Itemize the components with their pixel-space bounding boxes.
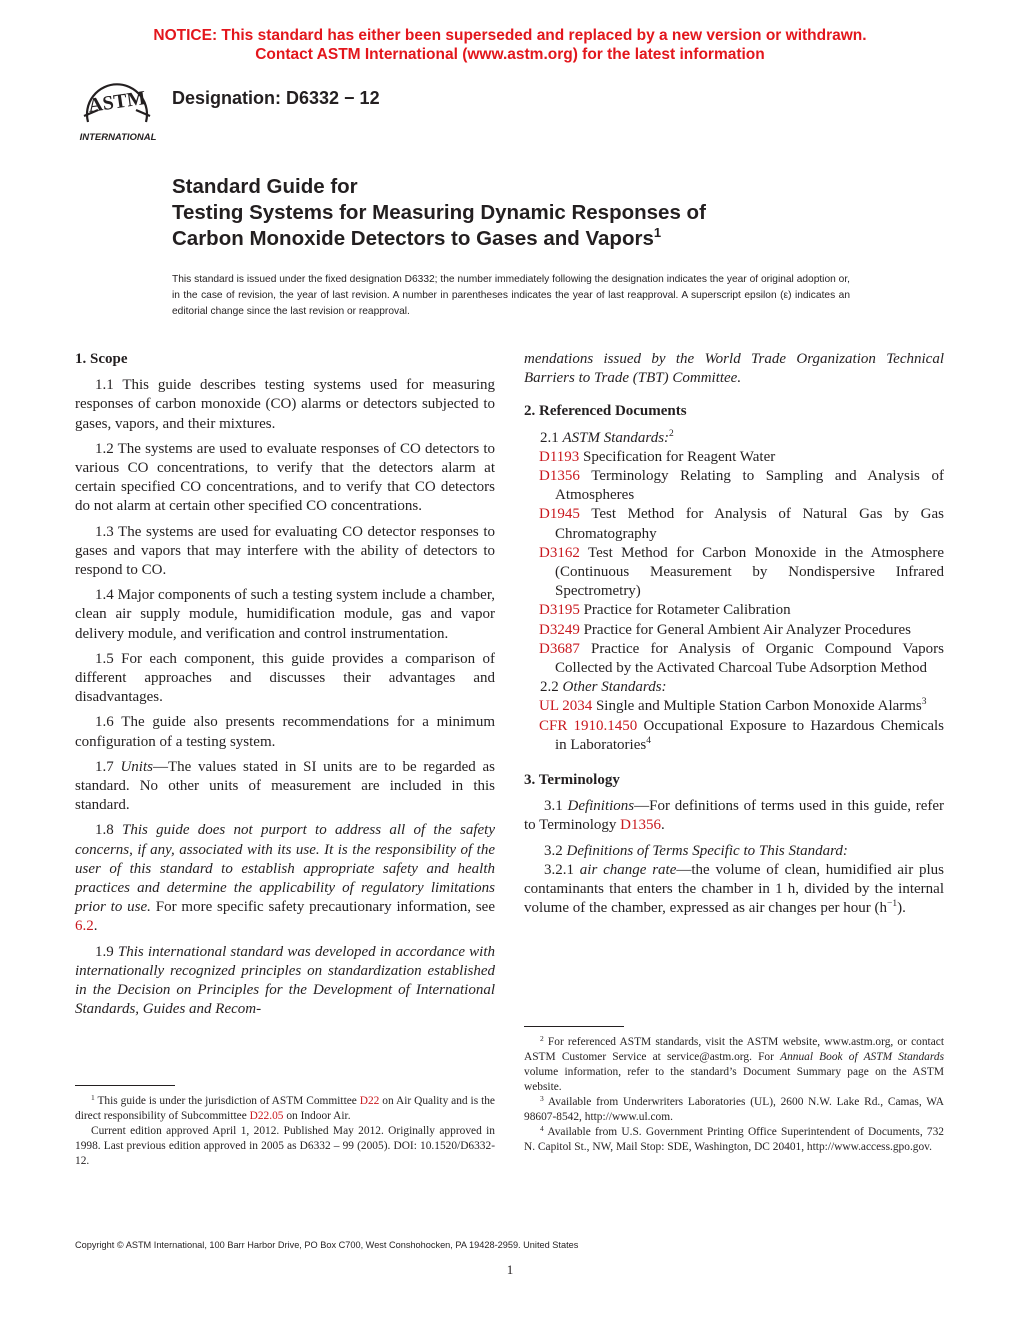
document-title: [172, 174, 932, 252]
reference-code-link[interactable]: D3162: [539, 544, 580, 561]
title-line-1: Standard Guide for: [172, 175, 358, 198]
logo-international-text: INTERNATIONAL: [79, 132, 157, 143]
title-line-3: Carbon Monoxide Detectors to Gases and Vapors$^1$: [172, 225, 662, 250]
reference-item: [524, 544, 944, 602]
page-number: 1: [506, 1262, 514, 1277]
reference-code-link[interactable]: D3249: [539, 621, 580, 638]
link-d22-05[interactable]: D22.05: [249, 1110, 284, 1122]
reference-item: [524, 621, 944, 640]
footnote-rule-right: [524, 1026, 624, 1027]
astm-reference-list: [524, 448, 944, 678]
astm-logo: [74, 70, 162, 150]
other-reference-list: [524, 697, 944, 755]
reference-item: [524, 601, 944, 620]
footnote-1-edition: Current edition approved April 1, 2012. Published May 2012. Originally approved in 1998. Last previous edition approved in 2005 as D6332 – 99 (2005). DOI: 10.1520/D6332-12.: [75, 1125, 495, 1167]
link-d1356[interactable]: D1356: [620, 817, 662, 834]
section-2-heading: 2. Referenced Documents: [524, 403, 687, 420]
reference-code-link[interactable]: UL 2034: [539, 698, 593, 715]
reference-code-link[interactable]: D1356: [539, 468, 580, 485]
para-3-2: 3.2 Definitions of Terms Specific to This Standard:: [544, 842, 848, 859]
reference-code-link[interactable]: D3195: [539, 602, 580, 619]
reference-item: [524, 697, 944, 716]
notice-line-2: Contact ASTM International (www.astm.org) for the latest information: [255, 46, 765, 63]
para-1-4: 1.4 Major components of such a testing system include a chamber, clean air supply module, humidification module, gas and vapor delivery module, and verification and control instrumentation.: [75, 587, 495, 642]
para-1-5: 1.5 For each component, this guide provides a comparison of different approaches and discusses their advantages and disadvantages.: [75, 650, 495, 706]
reference-code-link[interactable]: D1193: [539, 448, 580, 465]
para-1-2: 1.2 The systems are used to evaluate responses of CO detectors to various CO concentrations, to verify that the detectors alarm at certain specified CO concentrations, and to verify that CO detectors do not alarm at certain other specified CO concentrations.: [75, 440, 495, 515]
section-3-heading: 3. Terminology: [524, 772, 620, 789]
notice-line-1: NOTICE: This standard has either been superseded and replaced by a new version or withdrawn.: [153, 27, 867, 44]
right-column-content: [524, 350, 944, 924]
section-1-heading: 1. Scope: [75, 351, 128, 367]
link-d22[interactable]: D22: [359, 1095, 380, 1107]
para-1-1: 1.1 This guide describes testing systems used for measuring responses of carbon monoxide (CO) alarms or detectors subjected to gases, vapors, and their mixtures.: [75, 377, 495, 432]
reference-code-link[interactable]: D1945: [539, 506, 580, 523]
reference-title: Practice for Rotameter Calibration: [579, 602, 791, 619]
reference-item: [524, 467, 944, 505]
reference-item: [524, 717, 944, 755]
link-6-2[interactable]: 6.2: [75, 918, 94, 935]
designation: Designation: D6332 − 12: [172, 88, 380, 108]
footnote-1: $^1$ This guide is under the jurisdiction of ASTM Committee D22 on Air Quality and is the direct responsibility of Subcommittee D22.05 on Indoor Air.: [75, 1093, 495, 1122]
reference-item: [524, 448, 944, 467]
title-footnote-ref[interactable]: 1: [653, 225, 662, 240]
para-1-9: 1.9 This international standard was developed in accordance with internationally recognized principles on standardization established in the Decision on Principles for the Development of International Standards, Guides and Recom-: [75, 943, 495, 1018]
reference-title: Occupational Exposure to Hazardous Chemicals in Laboratories: [555, 717, 944, 753]
reference-footnote-ref[interactable]: 3: [921, 697, 927, 708]
para-1-8: 1.8 This guide does not purport to address all of the safety concerns, if any, associated with its use. It is the responsibility of the user of this standard to establish appropriate safety and health practices and determine the applicability of regulatory limitations prior to use. For more specific safety precautionary information, see 6.2.: [75, 822, 496, 935]
reference-code-link[interactable]: CFR 1910.1450: [539, 717, 638, 734]
para-2-2: 2.2 Other Standards:: [540, 679, 667, 696]
para-3-2-1: 3.2.1 air change rate—the volume of clean, humidified air plus contaminants that enters the chamber in 1 h, divided by the internal volume of the chamber, expressed as air changes per hour $(h^{-1})$.: [524, 861, 944, 917]
reference-item: [524, 505, 944, 543]
withdrawal-notice: [0, 26, 1020, 64]
reference-title: Single and Multiple Station Carbon Monoxide Alarms: [592, 698, 922, 715]
reference-footnote-ref[interactable]: 4: [646, 735, 651, 746]
para-1-6: 1.6 The guide also presents recommendations for a minimum configuration of a testing system.: [75, 714, 495, 750]
para-1-7: 1.7 Units—The values stated in SI units are to be regarded as standard. No other units of measurement are included in this standard.: [75, 758, 496, 814]
logo-monogram: ASTM: [86, 87, 148, 117]
reference-title: Test Method for Analysis of Natural Gas by Gas Chromatography: [555, 506, 944, 542]
reference-title: Terminology Relating to Sampling and Analysis of Atmospheres: [555, 468, 944, 504]
left-column: [75, 350, 495, 1026]
footnote-3: $^3$ Available from Underwriters Laboratories (UL), 2600 N.W. Lake Rd., Camas, WA 98607-8542, http://www.ul.com.: [524, 1094, 944, 1123]
para-1-3: 1.3 The systems are used for evaluating CO detector responses to gases and vapors that may interfere with the ability of detectors to respond to CO.: [75, 523, 495, 579]
reference-title: Practice for Analysis of Organic Compound Vapors Collected by the Activated Charcoal Tube Adsorption Method: [555, 640, 944, 677]
title-line-2: Testing Systems for Measuring Dynamic Responses of: [172, 201, 706, 224]
para-2-1: 2.1 ASTM Standards:$^2$: [540, 428, 674, 446]
reference-title: Specification for Reagent Water: [579, 448, 776, 465]
reference-title: Practice for General Ambient Air Analyzer Procedures: [579, 621, 911, 638]
copyright-line: Copyright © ASTM International, 100 Barr Harbor Drive, PO Box C700, West Conshohocken, PA 19428-2959. United States: [75, 1240, 579, 1250]
preface-note: This standard is issued under the fixed designation D6332; the number immediately following the designation indicates the year of original adoption or, in the case of revision, the year of last revision. A number in parentheses indicates the year of last reapproval. A superscript epsilon (ε) indicates an editorial change since the last revision or reapproval.: [172, 274, 850, 317]
reference-title: Test Method for Carbon Monoxide in the Atmosphere (Continuous Measurement by Nondispersive Infrared Spectrometry): [555, 544, 944, 600]
footnotes-right: [524, 1035, 944, 1155]
footnote-4: $^4$ Available from U.S. Government Printing Office Superintendent of Documents, 732 N. Capitol St., NW, Mail Stop: SDE, Washington, DC 20401, http://www.access.gpo.gov.: [524, 1124, 944, 1153]
footnote-rule-left: [75, 1085, 175, 1086]
para-3-1: 3.1 Definitions—For definitions of terms used in this guide, refer to Terminology D1356.: [524, 798, 945, 834]
para-1-9-continued: mendations issued by the World Trade Organization Technical Barriers to Trade (TBT) Committee.: [524, 351, 944, 387]
reference-code-link[interactable]: D3687: [539, 640, 580, 657]
footnote-2: $^2$ For referenced ASTM standards, visit the ASTM website, www.astm.org, or contact ASTM Customer Service at service@astm.org. For Annual Book of ASTM Standards volume information, refer to the standard’s Document Summary page on the ASTM website.: [524, 1034, 945, 1093]
footnotes-left: [75, 1094, 495, 1169]
reference-item: [524, 640, 944, 678]
